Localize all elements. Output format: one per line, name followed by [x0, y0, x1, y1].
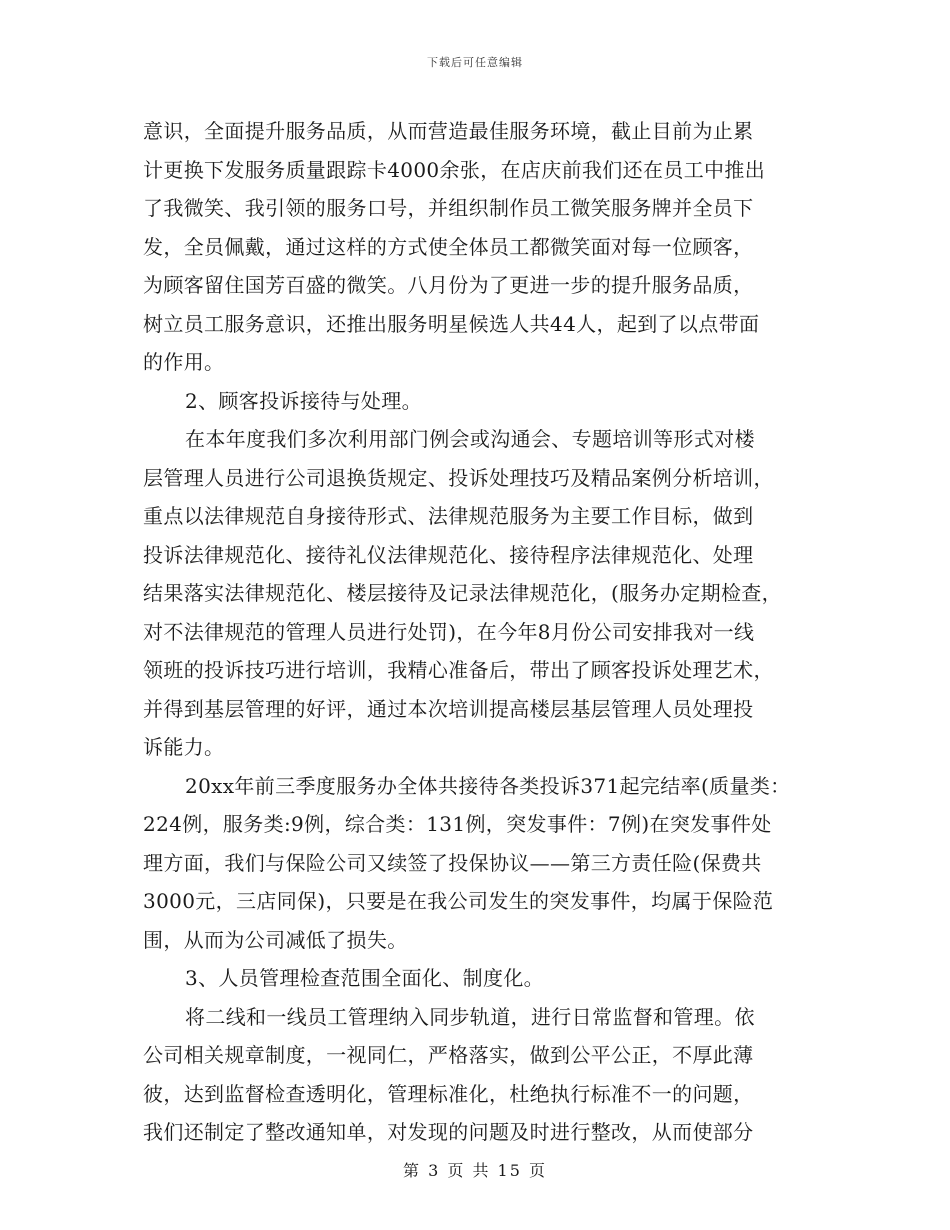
text-line: 投诉法律规范化、接待礼仪法律规范化、接待程序法律规范化、处理: [143, 542, 754, 567]
text-line: 20xx年前三季度服务办全体共接待各类投诉371起完结率(质量类：: [185, 773, 791, 798]
text-line: 公司相关规章制度，一视同仁，严格落实，做到公平公正，不厚此薄: [143, 1043, 754, 1067]
text-line: 层管理人员进行公司退换货规定、投诉处理技巧及精品案例分析培训，: [143, 465, 774, 490]
text-line: 诉能力。: [143, 735, 225, 759]
text-line: 我们还制定了整改通知单，对发现的问题及时进行整改，从而使部分: [143, 1120, 754, 1144]
text-line: 理方面，我们与保险公司又续签了投保协议——第三方责任险(保费共: [143, 850, 762, 875]
text-line: 在本年度我们多次利用部门例会或沟通会、专题培训等形式对楼: [185, 427, 755, 451]
page-footer: 第 3 页 共 15 页: [403, 1161, 547, 1180]
text-line: 3000元，三店同保)，只要是在我公司发生的突发事件，均属于保险范: [143, 889, 774, 913]
text-line: 对不法律规范的管理人员进行处罚)，在今年8月份公司安排我对一线: [143, 619, 755, 644]
text-line: 的作用。: [143, 350, 225, 374]
text-line: 了我微笑、我引领的服务口号，并组织制作员工微笑服务牌并全员下: [143, 196, 754, 220]
text-line: 计更换下发服务质量跟踪卡4000余张，在店庆前我们还在员工中推出: [143, 157, 766, 182]
text-line: 领班的投诉技巧进行培训，我精心准备后，带出了顾客投诉处理艺术，: [143, 658, 774, 682]
text-line: 结果落实法律规范化、楼层接待及记录法律规范化，(服务办定期检查，: [143, 581, 783, 605]
text-line: 并得到基层管理的好评，通过本次培训提高楼层基层管理人员处理投: [143, 696, 754, 721]
text-line: 发，全员佩戴，通过这样的方式使全体员工都微笑面对每一位顾客，: [143, 234, 754, 259]
text-line: 将二线和一线员工管理纳入同步轨道，进行日常监督和管理。依: [185, 1004, 755, 1029]
text-line: 224例，服务类:9例，综合类：131例，突发事件：7例)在突发事件处: [143, 812, 772, 836]
text-line: 树立员工服务意识，还推出服务明星候选人共44人，起到了以点带面: [143, 311, 760, 336]
text-line: 2、顾客投诉接待与处理。: [185, 388, 422, 413]
text-line: 意识，全面提升服务品质，从而营造最佳服务环境，截止目前为止累: [143, 119, 754, 143]
document-body: [143, 112, 813, 1152]
text-line: 重点以法律规范自身接待形式、法律规范服务为主要工作目标，做到: [143, 504, 754, 528]
text-line: 围，从而为公司减低了损失。: [143, 927, 408, 952]
text-line: 3、人员管理检查范围全面化、制度化。: [185, 966, 545, 990]
page-header: 下载后可任意编辑: [427, 56, 523, 69]
text-line: 为顾客留住国芳百盛的微笑。八月份为了更进一步的提升服务品质，: [143, 273, 754, 297]
text-line: 彼，达到监督检查透明化，管理标准化，杜绝执行标准不一的问题，: [143, 1081, 754, 1106]
